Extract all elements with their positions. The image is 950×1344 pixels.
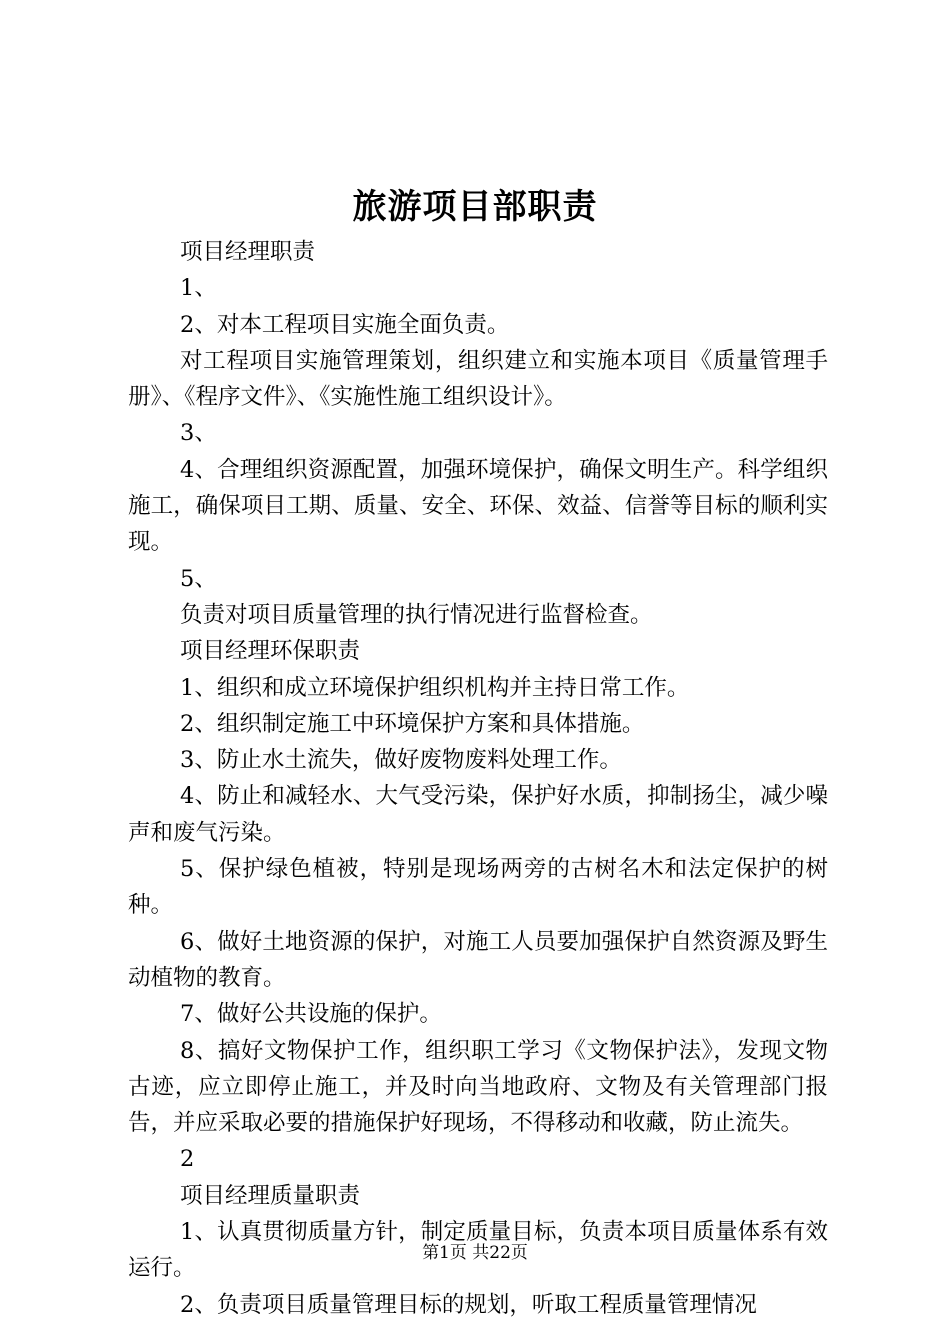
paragraph: 2、对本工程项目实施全面负责。 xyxy=(180,311,510,338)
document-body xyxy=(128,234,828,1323)
paragraph: 2、组织制定施工中环境保护方案和具体措施。 xyxy=(180,710,645,737)
paragraph: 7、做好公共设施的保护。 xyxy=(180,1001,442,1028)
paragraph: 6、做好土地资源的保护，对施工人员要加强保护自然资源及野生动植物的教育。 xyxy=(128,928,828,991)
document-title: 旅游项目部职责 xyxy=(352,187,598,227)
paragraph: 对工程项目实施管理策划，组织建立和实施本项目《质量管理手册》、《程序文件》、《实施性施工组织设计》。 xyxy=(128,347,828,411)
paragraph: 3、防止水土流失，做好废物废料处理工作。 xyxy=(180,747,622,774)
paragraph: 4、合理组织资源配置，加强环境保护，确保文明生产。科学组织施工，确保项目工期、质量、安全、环保、效益、信誉等目标的顺利实现。 xyxy=(128,456,828,556)
paragraph: 5、 xyxy=(180,565,217,592)
paragraph: 8、搞好文物保护工作，组织职工学习《文物保护法》，发现文物古迹，应立即停止施工，并及时向当地政府、文物及有关管理部门报告，并应采取必要的措施保护好现场，不得移动和收藏，防止流失。 xyxy=(128,1037,828,1137)
paragraph: 1、组织和成立环境保护组织机构并主持日常工作。 xyxy=(180,674,690,701)
page-footer: 第1页 共22页 xyxy=(422,1243,528,1263)
paragraph: 4、防止和减轻水、大气受污染，保护好水质，抑制扬尘，减少噪声和废气污染。 xyxy=(128,783,828,846)
section-heading-environmental-duties: 项目经理环保职责 xyxy=(180,638,361,665)
paragraph: 2、负责项目质量管理目标的规划，听取工程质量管理情况 xyxy=(180,1291,757,1318)
section-heading-quality-duties: 项目经理质量职责 xyxy=(180,1182,361,1209)
paragraph: 1、认真贯彻质量方针，制定质量目标，负责本项目质量体系有效运行。 xyxy=(128,1219,828,1282)
paragraph: 1、 xyxy=(180,275,217,302)
section-heading-manager-duties: 项目经理职责 xyxy=(180,239,316,265)
paragraph: 负责对项目质量管理的执行情况进行监督检查。 xyxy=(180,601,653,628)
paragraph: 3、 xyxy=(180,420,217,447)
paragraph: 2 xyxy=(180,1146,195,1173)
paragraph: 5、保护绿色植被，特别是现场两旁的古树名木和法定保护的树种。 xyxy=(128,856,828,919)
